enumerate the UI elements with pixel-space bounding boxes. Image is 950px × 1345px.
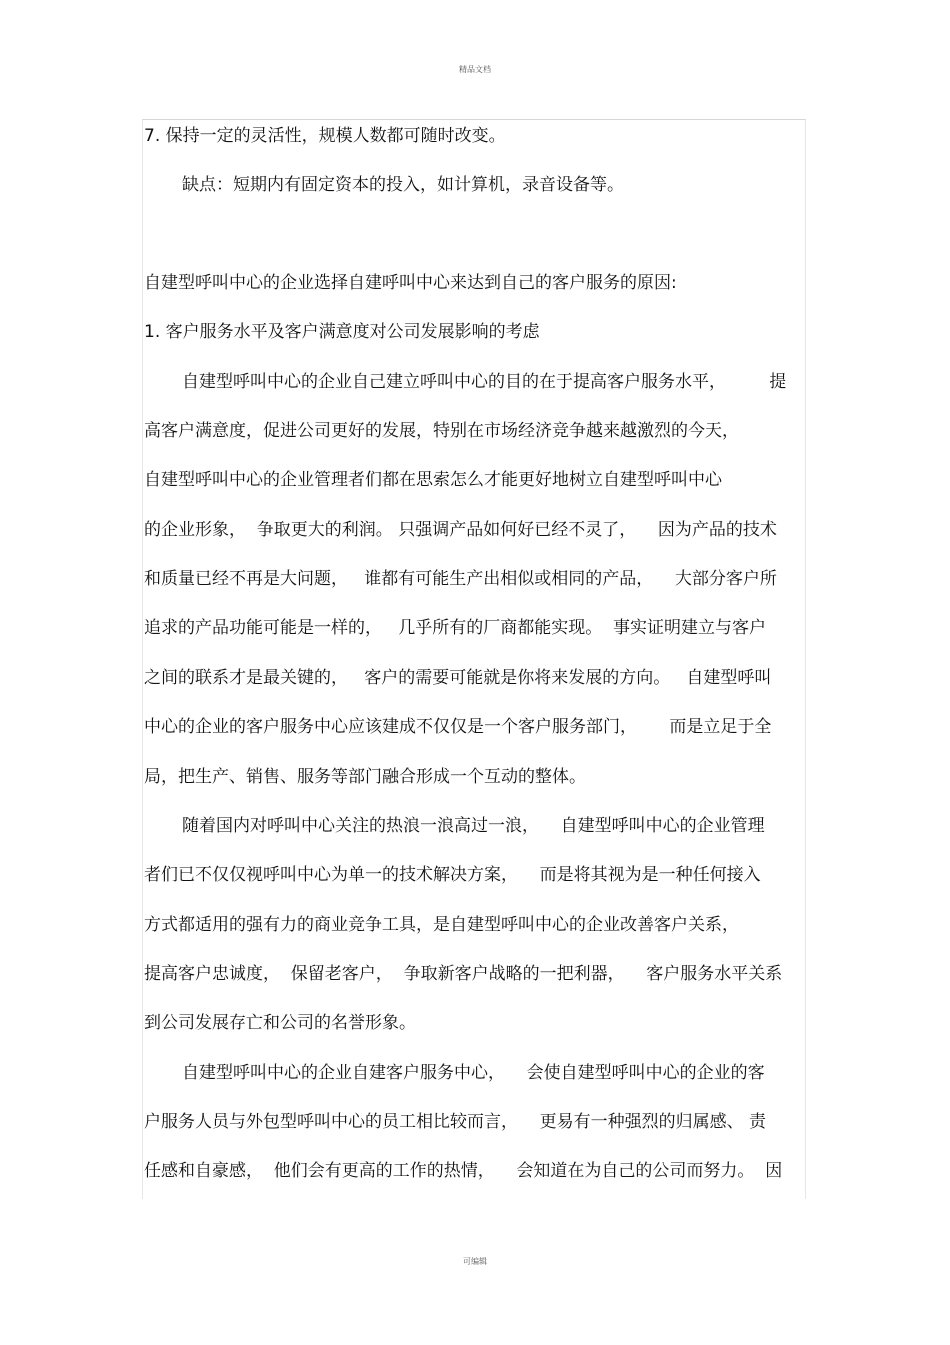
paragraph-line: 到公司发展存亡和公司的名誉形象。 <box>144 1013 416 1033</box>
list-item-7: 7. 保持一定的灵活性，规模人数都可随时改变。 <box>144 126 506 146</box>
paragraph-line: 高客户满意度，促进公司更好的发展，特别在市场经济竞争越来越激烈的今天， <box>144 421 739 441</box>
page-footer: 可编辑 <box>463 1257 487 1266</box>
paragraph-line: 中心的企业的客户服务中心应该建成不仅仅是一个客户服务部门， 而是立足于全 <box>144 717 772 737</box>
list-item-1: 1. 客户服务水平及客户满意度对公司发展影响的考虑 <box>144 322 540 342</box>
paragraph-line: 局，把生产、销售、服务等部门融合形成一个互动的整体。 <box>144 767 586 787</box>
paragraph-line: 和质量已经不再是大问题， 谁都有可能生产出相似或相同的产品， 大部分客户所 <box>144 569 777 589</box>
paragraph-line: 自建型呼叫中心的企业自己建立呼叫中心的目的在于提高客户服务水平， 提 <box>182 372 787 392</box>
paragraph-line: 之间的联系才是最关键的， 客户的需要可能就是你将来发展的方向。 自建型呼叫 <box>144 668 772 688</box>
paragraph-line: 者们已不仅仅视呼叫中心为单一的技术解决方案， 而是将其视为是一种任何接入 <box>144 865 761 885</box>
paragraph-line: 自建型呼叫中心的企业管理者们都在思索怎么才能更好地树立自建型呼叫中心 <box>144 470 722 490</box>
paragraph-line: 提高客户忠诚度， 保留老客户， 争取新客户战略的一把利器， 客户服务水平关系 <box>144 964 783 984</box>
page-header: 精品文档 <box>459 65 491 74</box>
paragraph-line: 随着国内对呼叫中心关注的热浪一浪高过一浪， 自建型呼叫中心的企业管理 <box>182 816 765 836</box>
section-heading: 自建型呼叫中心的企业选择自建呼叫中心来达到自己的客户服务的原因: <box>144 273 677 293</box>
paragraph-line: 户服务人员与外包型呼叫中心的员工相比较而言， 更易有一种强烈的归属感、 责 <box>144 1112 767 1132</box>
paragraph-line: 的企业形象， 争取更大的利润。 只强调产品如何好已经不灵了， 因为产品的技术 <box>144 520 777 540</box>
paragraph-line: 方式都适用的强有力的商业竞争工具，是自建型呼叫中心的企业改善客户关系， <box>144 915 739 935</box>
paragraph-line: 追求的产品功能可能是一样的， 几乎所有的厂商都能实现。 事实证明建立与客户 <box>144 618 767 638</box>
paragraph-line: 任感和自豪感， 他们会有更高的工作的热情， 会知道在为自己的公司而努力。 因 <box>144 1161 783 1181</box>
disadvantage-line: 缺点：短期内有固定资本的投入，如计算机，录音设备等。 <box>182 175 624 195</box>
paragraph-line: 自建型呼叫中心的企业自建客户服务中心， 会使自建型呼叫中心的企业的客 <box>182 1063 765 1083</box>
